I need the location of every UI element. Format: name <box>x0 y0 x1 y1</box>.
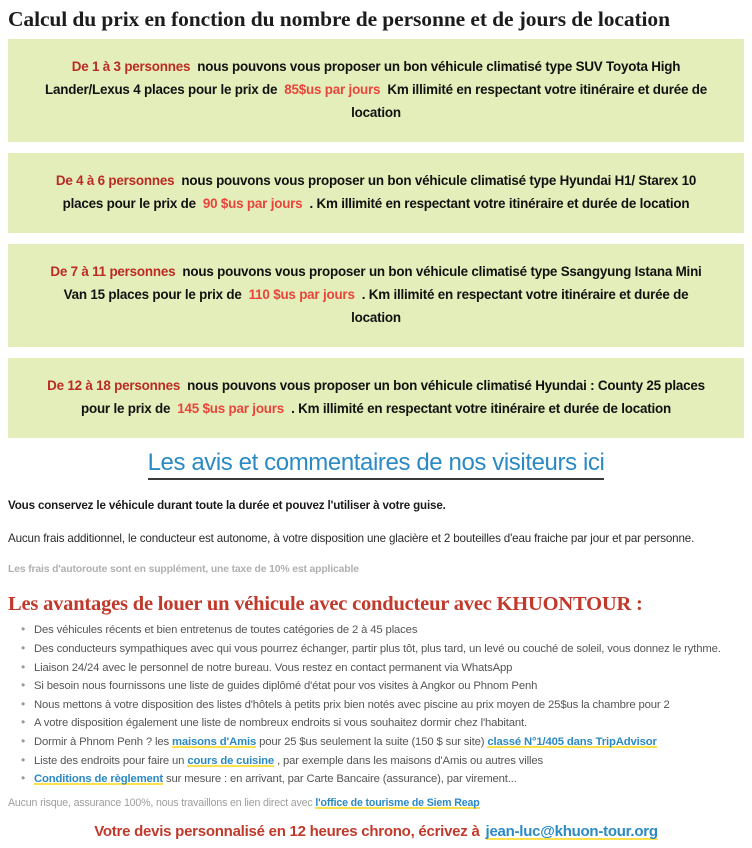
offer-description-after-price: Km illimité en respectant votre itinéraire et durée de location <box>351 81 707 120</box>
offer-panel <box>8 358 744 438</box>
list-item-text: A votre disposition également une liste de nombreux endroits si vous souhaitez dormir chez l'habitant. <box>34 717 527 730</box>
intro-muted-line: Les frais d'autoroute sont en supplément, une taxe de 10% est applicable <box>8 563 359 575</box>
quote-cta <box>0 823 752 840</box>
offer-panel <box>8 244 744 347</box>
offer-price-label: 90 $us par jours <box>202 196 303 212</box>
offers-section <box>0 39 752 438</box>
inline-link[interactable]: classé N°1/405 dans TripAdvisor <box>487 735 657 748</box>
email-link[interactable]: jean-luc@khuon-tour.org <box>485 822 658 840</box>
offer-text <box>38 260 714 329</box>
offer-range-label: De 4 à 6 personnes <box>55 173 175 189</box>
list-item-text: Liaison 24/24 avec le personnel de notre bureau. Vous restez en contact permanent via WhatsApp <box>34 661 513 674</box>
list-item-text: Des véhicules récents et bien entretenus de toutes catégories de 2 à 45 places <box>34 624 418 637</box>
list-item-text: Dormir à Phnom Penh ? les <box>34 735 173 748</box>
list-item <box>34 715 744 732</box>
list-item <box>34 641 744 658</box>
intro-normal-line: Aucun frais additionnel, le conducteur est autonome, à votre disposition une glacière et 2 bouteilles d'eau fraiche par jour et par personne. <box>8 531 695 545</box>
tourism-office-link[interactable]: l'office de tourisme de Siem Reap <box>315 796 480 809</box>
offer-panel <box>8 39 744 142</box>
offer-panel <box>8 153 744 233</box>
list-item <box>34 771 744 788</box>
inline-link[interactable]: cours de cuisine <box>187 754 275 767</box>
intro-section <box>0 498 752 577</box>
offer-range-label: De 1 à 3 personnes <box>71 58 191 74</box>
list-item-text: Liste des endroits pour faire un <box>34 754 188 767</box>
list-item <box>34 622 744 639</box>
list-item-text: Des conducteurs sympathiques avec qui vous pourrez échanger, partir plus tôt, plus tard, un levé ou couché de soleil, vous donnez le rythme. <box>34 642 721 655</box>
page-title: Calcul du prix en fonction du nombre de personne et de jours de location <box>8 7 670 31</box>
reviews-link-container <box>0 449 752 480</box>
offer-range-label: De 7 à 11 personnes <box>50 264 176 280</box>
offer-description-before-price: nous pouvons vous proposer un bon véhicule climatisé type Ssangyung Istana Mini Van 15 places pour le prix de <box>63 264 702 303</box>
offer-text <box>38 169 714 215</box>
insurance-note-text: Aucun risque, assurance 100%, nous travaillons en lien direct avec <box>8 796 313 809</box>
offer-price-label: 85$us par jours <box>284 81 381 97</box>
list-item <box>34 753 744 770</box>
insurance-note <box>0 790 752 811</box>
list-item <box>34 734 744 751</box>
offer-text <box>38 374 714 420</box>
offer-description-before-price: nous pouvons vous proposer un bon véhicule climatisé type Hyundai H1/ Starex 10 places pour le prix de <box>62 173 697 212</box>
offer-price-label: 110 $us par jours <box>248 287 355 303</box>
advantages-list <box>0 622 752 787</box>
offer-description-after-price: . Km illimité en respectant votre itinéraire et durée de location <box>351 287 689 326</box>
offer-text <box>38 55 714 124</box>
list-item-text: Si besoin nous fournissons une liste de guides diplômé d'état pour vos visites à Angkor ou Phnom Penh <box>34 680 538 693</box>
offer-description-after-price: . Km illimité en respectant votre itinéraire et durée de location <box>309 196 690 212</box>
list-item-text: , par exemple dans les maisons d'Amis ou autres villes <box>274 754 543 767</box>
advantages-title: Les avantages de louer un véhicule avec conducteur avec KHUONTOUR : <box>8 593 643 616</box>
inline-link[interactable]: maisons d'Amis <box>172 735 257 748</box>
intro-strong-line: Vous conservez le véhicule durant toute la durée et pouvez l'utiliser à votre guise. <box>8 499 446 513</box>
reviews-link[interactable]: Les avis et commentaires de nos visiteurs ici <box>148 449 605 480</box>
list-item <box>34 678 744 695</box>
offer-description-before-price: nous pouvons vous proposer un bon véhicule climatisé type SUV Toyota High Lander/Lexus 4 places pour le prix de <box>45 58 681 97</box>
offer-description-after-price: . Km illimité en respectant votre itinéraire et durée de location <box>291 401 672 417</box>
list-item-text: pour 25 $us seulement la suite (150 $ sur site) <box>256 735 488 748</box>
offer-price-label: 145 $us par jours <box>177 401 285 417</box>
list-item <box>34 660 744 677</box>
list-item-text: Nous mettons à votre disposition des listes d'hôtels à petits prix bien notés avec piscine au prix moyen de 25$us la chambre pour 2 <box>34 698 670 711</box>
offer-range-label: De 12 à 18 personnes <box>47 378 181 394</box>
inline-link[interactable]: Conditions de règlement <box>34 773 163 786</box>
quote-cta-text: Votre devis personnalisé en 12 heures chrono, écrivez à <box>94 822 480 840</box>
list-item-text: sur mesure : en arrivant, par Carte Bancaire (assurance), par virement... <box>163 773 517 786</box>
offer-description-before-price: nous pouvons vous proposer un bon véhicule climatisé Hyundai : County 25 places pour le prix de <box>80 378 705 417</box>
list-item <box>34 697 744 714</box>
